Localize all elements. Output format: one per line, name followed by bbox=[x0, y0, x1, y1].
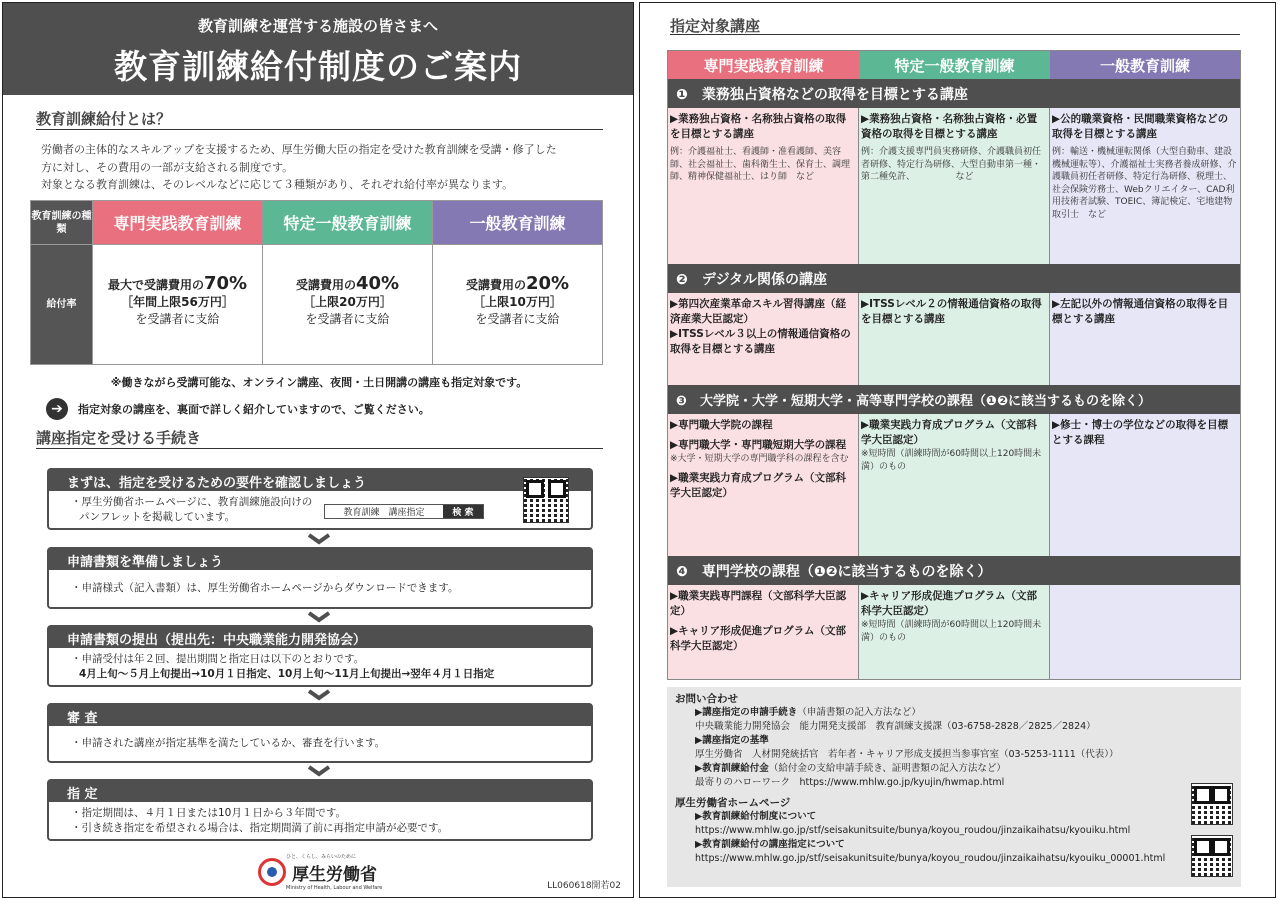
homepage-url[interactable]: https://www.mhlw.go.jp/stf/seisakunitsuite/bunya/koyou_roudou/jinzaikaihatsu/kyouiku.html bbox=[695, 825, 1131, 836]
cell-r1-senmon: ▶業務独占資格・名称独占資格の取得を目標とする講座 例：介護福祉士、看護師・准看護師、美容師、社会福祉士、歯科衛生士、保育士、調理師、精神保健福祉士、はり師 など bbox=[668, 108, 859, 264]
chevron-down-icon bbox=[307, 533, 331, 545]
qr-code-icon bbox=[1191, 783, 1233, 825]
rate-cell-tokutei: 受講費用の40% ［上限20万円］ を受講者に支給 bbox=[263, 245, 433, 364]
procedure-step-1 bbox=[47, 468, 593, 530]
arrow-right-icon: ➔ bbox=[46, 398, 68, 420]
rate-value: 70% bbox=[203, 273, 248, 294]
cell-r4-senmon: ▶職業実践専門課程（文部科学大臣認定） ▶キャリア形成促進プログラム（文部科学大臣認定） bbox=[668, 585, 859, 679]
leaflet-front-page bbox=[2, 2, 634, 898]
step-title: まずは、指定を受けるための要件を確認しましょう bbox=[49, 470, 591, 491]
chevron-down-icon bbox=[307, 765, 331, 777]
search-button-graphic: 検 索 bbox=[443, 505, 483, 518]
step-body: ・申請様式（記入書類）は、厚生労働省ホームページからダウンロードできます。 bbox=[71, 582, 459, 594]
cell-r3-ippan: ▶修士・博士の学位などの取得を目標とする課程 bbox=[1050, 414, 1240, 556]
category-band-3: ❸ 大学院・大学・短期大学・高等専門学校の課程（❶❷に該当するものを除く） bbox=[668, 385, 1240, 414]
document-code: LL060618開若02 bbox=[547, 881, 621, 891]
step-body: ・申請された講座が指定基準を満たしているか、審査を行います。 bbox=[71, 737, 386, 749]
logo-name: 厚生労働省 bbox=[292, 865, 377, 885]
cell-r4-tokutei: ▶キャリア形成促進プログラム（文部科学大臣認定） ※短時間（訓練時間が60時間以上120時間未満）のもの bbox=[859, 585, 1050, 679]
col-header-senmon: 専門実践教育訓練 bbox=[668, 51, 859, 79]
category-band-1: ❶ 業務独占資格などの取得を目標とする講座 bbox=[668, 79, 1240, 108]
header-subtitle: 教育訓練を運営する施設の皆さまへ bbox=[197, 17, 438, 35]
procedure-step-3 bbox=[47, 625, 593, 687]
rate-cell-ippan: 受講費用の20% ［上限10万円］ を受講者に支給 bbox=[465, 273, 570, 326]
intro-text: 労働者の主体的なスキルアップを支援するため、厚生労働大臣の指定を受けた教育訓練を受講・修了した 方に対し、その費用の一部が支給される制度です。 対象となる教育訓練は、そのレベルなどに応じて３種類があり、それぞれ給付率が異なります。 bbox=[41, 143, 557, 191]
contact-title: お問い合わせ bbox=[675, 693, 738, 705]
step-title: 指 定 bbox=[49, 781, 591, 802]
col-header-tokutei: 特定一般教育訓練 bbox=[263, 201, 433, 245]
header-title: 教育訓練給付制度のご案内 bbox=[114, 47, 522, 86]
cell-r1-tokutei: ▶業務独占資格・名称独占資格・必置資格の取得を目標とする講座 例：介護支援専門員実務研修、介護職員初任者研修、特定行為研修、大型自動車第一種・第二種免許、 など bbox=[859, 108, 1050, 264]
homepage-title: 厚生労働省ホームページ bbox=[675, 797, 791, 809]
cell-r2-senmon: ▶第四次産業革命スキル習得講座（経済産業大臣認定） ▶ITSSレベル３以上の情報通信資格の取得を目標とする講座 bbox=[668, 293, 859, 385]
category-band-4: ❹ 専門学校の課程（❶❷に該当するものを除く） bbox=[668, 556, 1240, 585]
contact-item: ▶教育訓練給付金（給付金の支給申請手続き、証明書類の記入方法など） bbox=[695, 763, 1006, 774]
table-label-rate: 給付率 bbox=[31, 245, 93, 364]
col-header-ippan: 一般教育訓練 bbox=[433, 201, 602, 245]
benefit-rate-table bbox=[30, 200, 603, 365]
step-body: ・厚生労働省ホームページに、教育訓練施設向けの パンフレットを掲載しています。 bbox=[71, 496, 313, 523]
search-query-text: 教育訓練 講座指定 bbox=[343, 508, 425, 518]
cell-r3-tokutei: ▶職業実践力育成プログラム（文部科学大臣認定） ※短時間（訓練時間が60時間以上120時間未満）のもの bbox=[859, 414, 1050, 556]
cell-r2-tokutei: ▶ITSSレベル２の情報通信資格の取得を目標とする講座 bbox=[859, 293, 1050, 385]
section-title-procedure: 講座指定を受ける手続き bbox=[36, 427, 603, 449]
contact-item: ▶講座指定の基準 bbox=[695, 735, 769, 746]
search-box-graphic bbox=[324, 504, 484, 519]
category-band-2: ❷ デジタル関係の講座 bbox=[668, 264, 1240, 293]
logo-tagline: ひと、くらし、みらいのために bbox=[286, 854, 357, 860]
step-body: ・申請受付は年２回、提出期間と指定日は以下のとおりです。 4月上旬〜５月上旬提出→10月１日指定、10月上旬〜11月上旬提出→翌年４月１日指定 bbox=[71, 653, 495, 680]
procedure-step-2 bbox=[47, 547, 593, 609]
table-label-type: 教育訓練の種類 bbox=[31, 201, 93, 245]
chevron-down-icon bbox=[307, 689, 331, 701]
chevron-down-icon bbox=[307, 611, 331, 623]
step-title: 申請書類を準備しましょう bbox=[49, 549, 591, 570]
online-course-note: ※働きながら受講可能な、オンライン講座、夜間・土日開講の講座も指定対象です。 bbox=[110, 376, 528, 389]
col-header-senmon: 専門実践教育訓練 bbox=[93, 201, 263, 245]
cell-r3-senmon: ▶専門職大学院の課程 ▶専門職大学・専門職短期大学の課程 ※大学・短期大学の専門職学科の課程を含む ▶職業実践力育成プログラム（文部科学大臣認定） bbox=[668, 414, 859, 556]
leaflet-header bbox=[3, 3, 633, 95]
homepage-link-item: ▶教育訓練給付制度について bbox=[695, 811, 817, 822]
section-title-what-is: 教育訓練給付とは？ bbox=[36, 108, 603, 130]
cell-r4-ippan bbox=[1050, 585, 1240, 679]
course-matrix bbox=[667, 50, 1241, 680]
homepage-link-item: ▶教育訓練給付の講座指定について bbox=[695, 839, 845, 850]
contact-item: ▶講座指定の申請手続き（申請書類の記入方法など） bbox=[695, 707, 921, 718]
contact-box: お問い合わせ ▶講座指定の申請手続き（申請書類の記入方法など） 中央職業能力開発協会 能力開発支援部 教育訓練支援課（03-6758-2828／2825／2824） ▶講座指定の基準 厚生労働省 人材開発統括官 若年者・キャリア形成支援担当参事官室（03-5253-1111（代表）） ▶教育訓練給付金（給付金の支給申請手続き、証明書類の記入方法など） 最寄りのハローワーク https://www.mhlw.go.jp/kyujin/hwmap.html 厚生労働省ホームページ ▶教育訓練給付制度について https://www.mhlw.go.jp/stf/seisakunitsuite/bunya/koyou_roudou/jinzaikaihatsu/kyouiku.html ▶教育訓練給付の講座指定について https://www.mhlw.go.jp/stf/seisakunitsuite/bunya/koyou_roudou/jinzaikaihatsu/kyouiku_00001.html bbox=[667, 687, 1241, 887]
qr-code-icon bbox=[523, 477, 569, 523]
cell-r2-ippan: ▶左記以外の情報通信資格の取得を目標とする講座 bbox=[1050, 293, 1240, 385]
rate-value: 40% bbox=[355, 273, 400, 294]
page-title: 指定対象講座 bbox=[670, 15, 1240, 35]
col-header-ippan: 一般教育訓練 bbox=[1050, 51, 1240, 79]
col-header-tokutei: 特定一般教育訓練 bbox=[859, 51, 1050, 79]
leaflet-back-page bbox=[639, 2, 1276, 898]
procedure-step-4 bbox=[47, 703, 593, 763]
mhlw-logo-mark-icon bbox=[258, 858, 286, 886]
logo-english: Ministry of Health, Labour and Welfare bbox=[286, 885, 383, 891]
qr-code-icon bbox=[1191, 835, 1233, 877]
see-back-page-text: 指定対象の講座を、裏面で詳しく紹介していますので、ご覧ください。 bbox=[78, 403, 430, 416]
cell-r1-ippan: ▶公的職業資格・民間職業資格などの取得を目標とする講座 例：輸送・機械運転関係（大型自動車、建設機械運転等）、介護福祉士実務者養成研修、介護職員初任者研修、特定行為研修、税理士、社会保険労務士、Webクリエイター、CAD利用技術者試験、TOEIC、簿記検定、宅地建物取引士 など bbox=[1050, 108, 1240, 264]
step-title: 審 査 bbox=[49, 705, 591, 726]
homepage-url[interactable]: https://www.mhlw.go.jp/stf/seisakunitsuite/bunya/koyou_roudou/jinzaikaihatsu/kyouiku_00001.html bbox=[695, 853, 1166, 864]
step-title: 申請書類の提出（提出先：中央職業能力開発協会） bbox=[49, 627, 591, 648]
mhlw-logo bbox=[258, 853, 382, 891]
procedure-step-5 bbox=[47, 779, 593, 841]
rate-cell-senmon: 最大で受講費用の70% ［年間上限56万円］ を受講者に支給 bbox=[93, 245, 263, 364]
step-body: ・指定期間は、４月１日または10月１日から３年間です。 ・引き続き指定を希望される場合は、指定期間満了前に再指定申請が必要です。 bbox=[71, 807, 449, 834]
rate-value: 20% bbox=[525, 273, 570, 294]
